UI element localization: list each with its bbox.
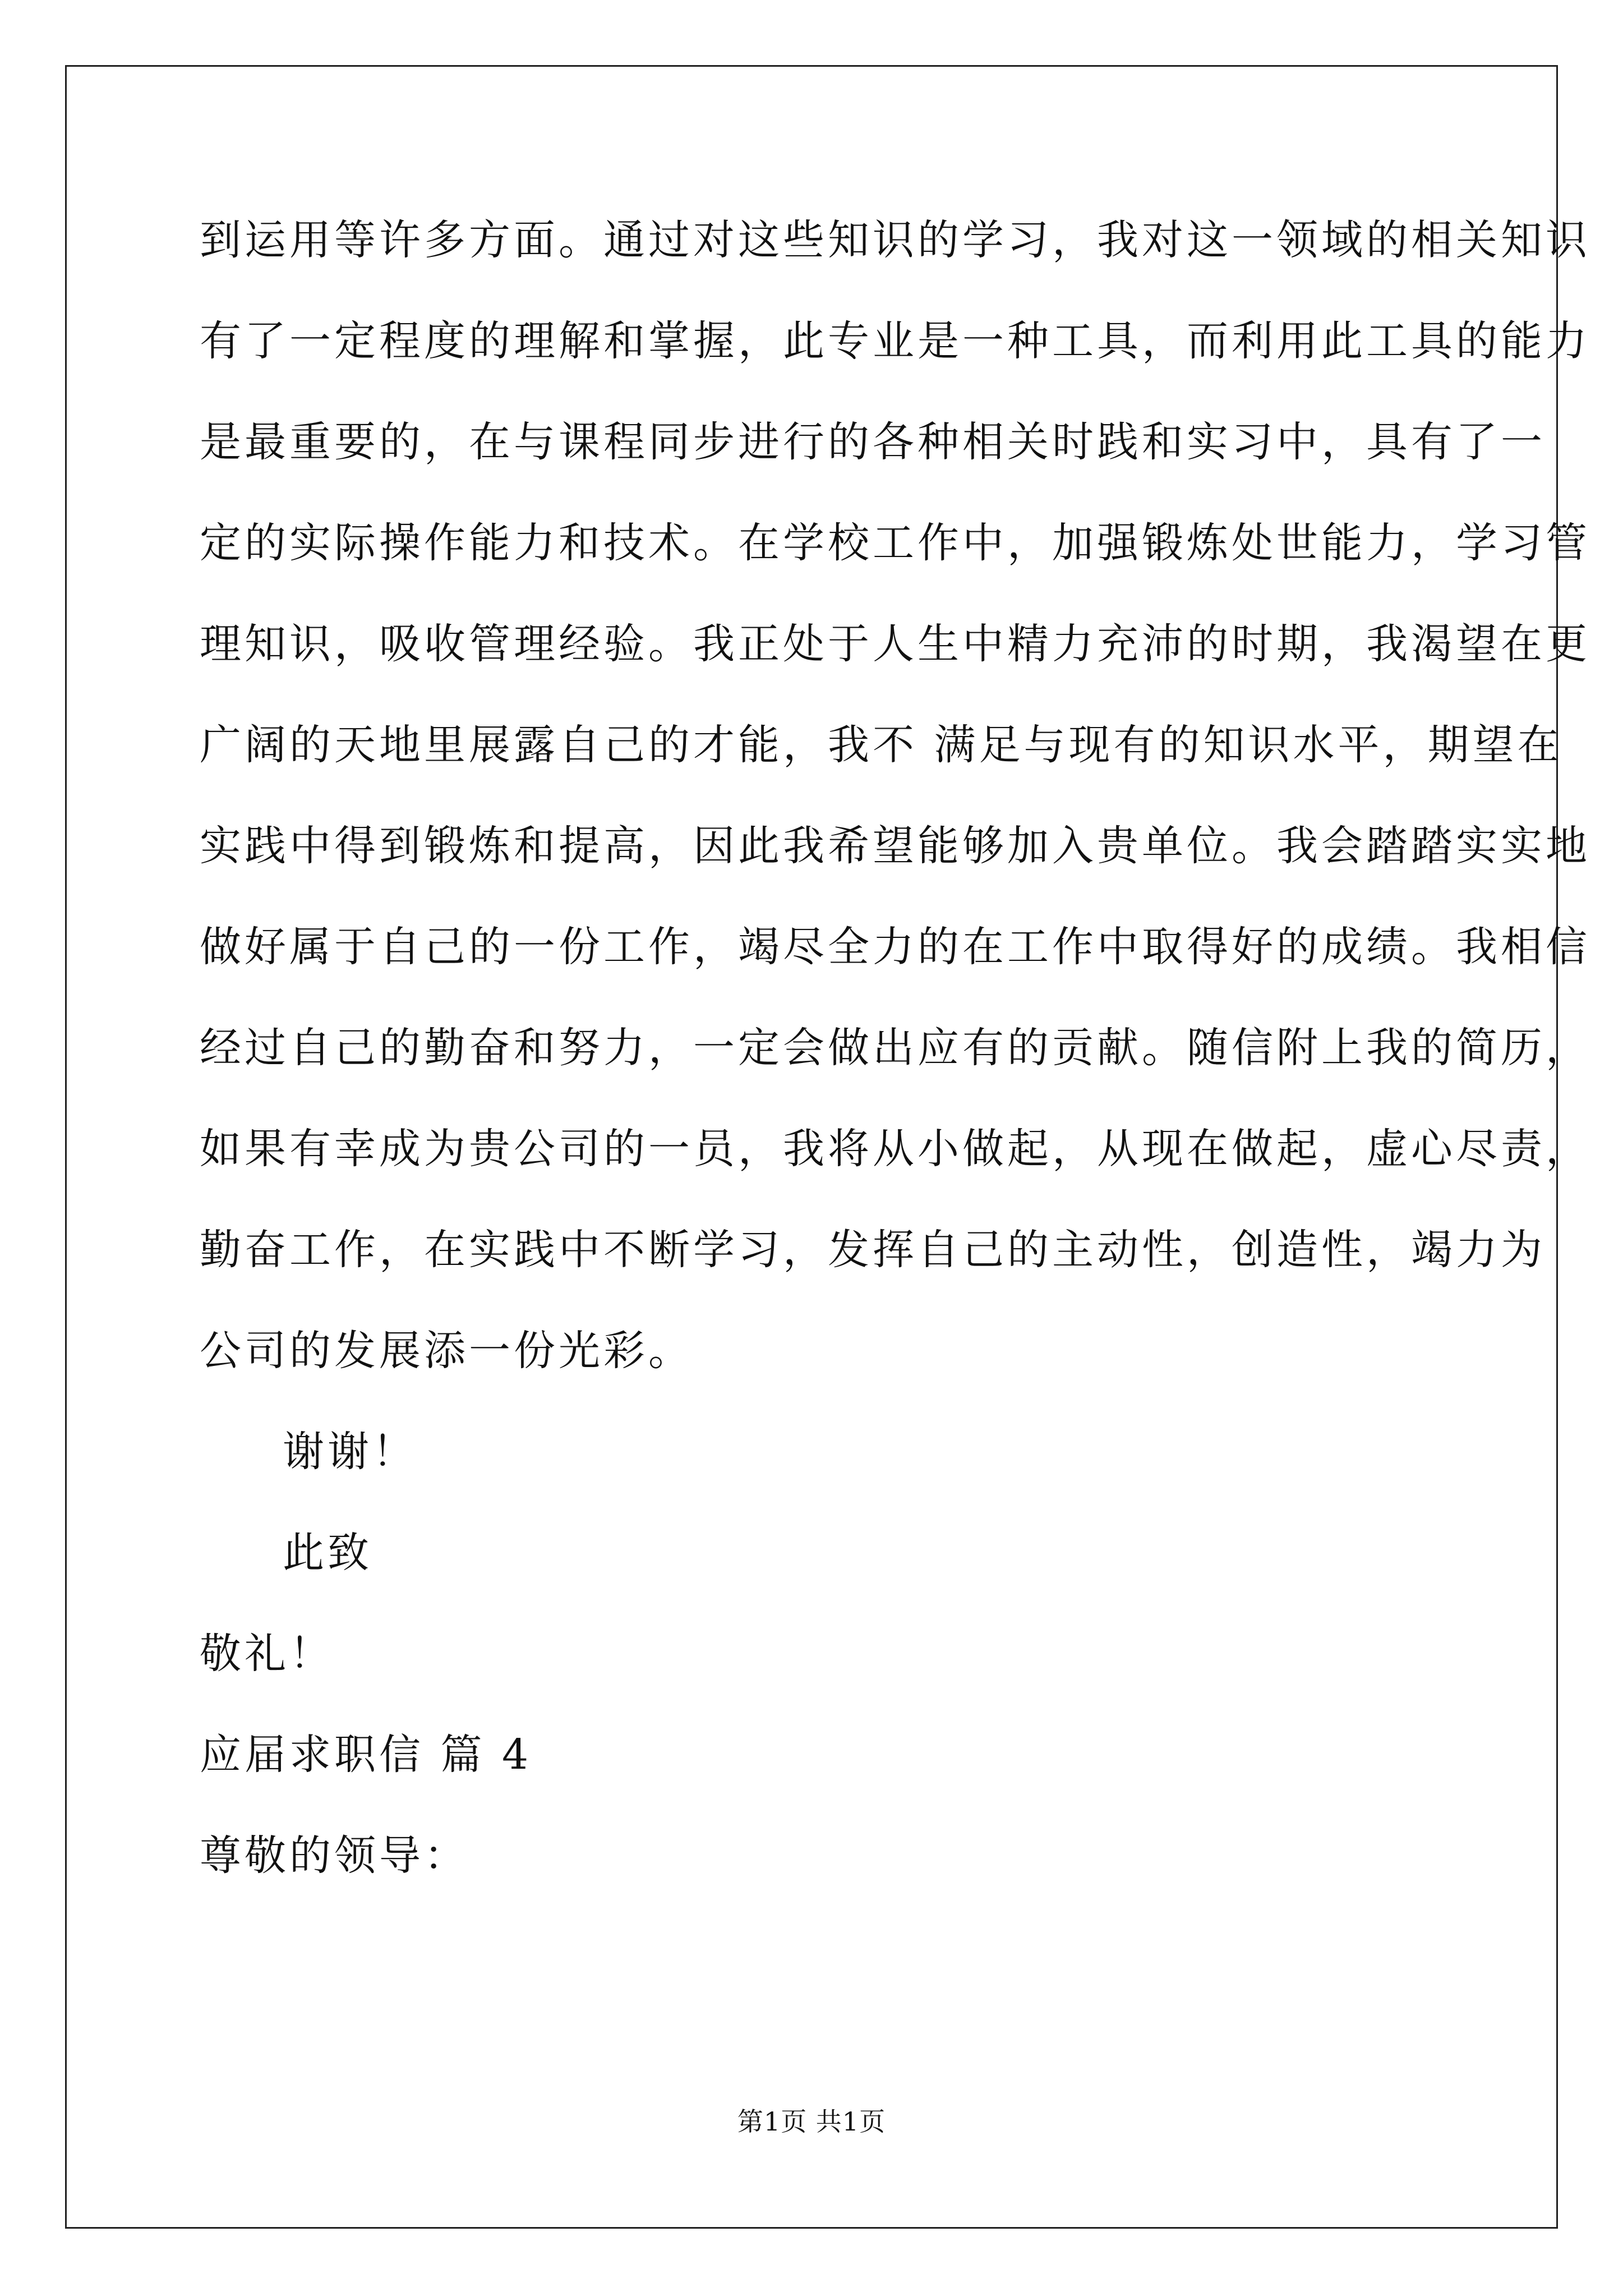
thanks-line: 谢谢！: [283, 1428, 417, 1476]
section-heading: 应届求职信 篇 4: [200, 1731, 532, 1779]
body-line-6: 广阔的天地里展露自己的才能，我不 满足与现有的知识水平，期望在: [200, 721, 1562, 769]
body-line-8: 做好属于自己的一份工作，竭尽全力的在工作中取得好的成绩。我相信: [200, 923, 1590, 971]
salutation-line: 敬礼！: [200, 1630, 334, 1678]
closing-line: 此致: [283, 1529, 372, 1577]
body-line-5: 理知识，吸收管理经验。我正处于人生中精力充沛的时期，我渴望在更: [200, 620, 1590, 668]
body-line-12: 公司的发展添一份光彩。: [200, 1327, 693, 1375]
body-line-2: 有了一定程度的理解和掌握，此专业是一种工具，而利用此工具的能力: [200, 317, 1590, 365]
body-line-10: 如果有幸成为贵公司的一员，我将从小做起，从现在做起，虚心尽责，: [200, 1125, 1590, 1173]
body-line-3: 是最重要的，在与课程同步进行的各种相关时践和实习中，具有了一: [200, 418, 1546, 466]
body-line-11: 勤奋工作，在实践中不断学习，发挥自己的主动性，创造性，竭力为: [200, 1226, 1546, 1274]
greeting-line: 尊敬的领导：: [200, 1832, 469, 1880]
page-footer: 第1页 共1页: [737, 2106, 886, 2137]
body-line-4: 定的实际操作能力和技术。在学校工作中，加强锻炼处世能力，学习管: [200, 519, 1590, 567]
body-line-9: 经过自己的勤奋和努力，一定会做出应有的贡献。随信附上我的简历，: [200, 1024, 1590, 1072]
body-line-1: 到运用等许多方面。通过对这些知识的学习，我对这一领域的相关知识: [200, 216, 1590, 264]
body-line-7: 实践中得到锻炼和提高，因此我希望能够加入贵单位。我会踏踏实实地: [200, 822, 1590, 870]
